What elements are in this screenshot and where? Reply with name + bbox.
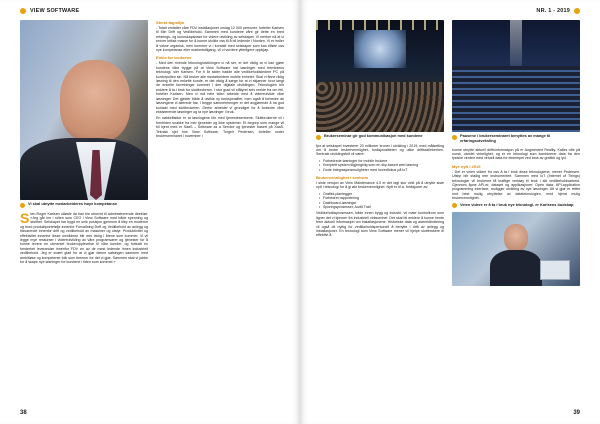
caption-text: Pausene i brukerseminaret benyttes av mange til erfaringsutveksling: [460, 133, 551, 143]
bullet-list-features: [316, 192, 444, 210]
list-item: • Komplett system tilgjengelig som en sky-basert web løsning: [320, 163, 444, 167]
stage-lights: [316, 20, 444, 30]
caption-text: Veien videre er å ta i bruk nye teknologi, er Karlsens budskap: [460, 201, 574, 207]
right-page-number: 39: [573, 410, 580, 416]
seminar-hall-photo: [452, 20, 580, 132]
list-item: • Sporingsprosesser, Audit Trail: [320, 205, 444, 209]
body-paragraph: - Totalt omfatter våre FDV installasjoner omlag 12 000 personer, forteller Karlsen til Min Drift og Vedlikehold. Sammen med kundene våre gir dette en bred erfarings- og kunnskapsbase for videre utvikling av selskapet. Vi merker nå at vi erover kritisk masse for å kunne utvikle oss til å bli ledende i Norden. Vi er heller å vokse organisk, men kommer vi i kontakt med selskaper som kan tilføre oss nye kompetanse eller markedstilgang, vil vi vurdere ytterligere oppkjøp.: [156, 26, 284, 53]
left-columns: [20, 20, 284, 406]
speaker-photo-caption: [452, 203, 580, 209]
stage-screen: [354, 30, 405, 68]
laptop: [540, 260, 570, 280]
speaker-head: [504, 224, 528, 252]
ceo-photo-caption: [20, 202, 148, 208]
body-paragraph: I siste versjon av View Maintenance 4.0 er det lagt stor vekt på å utnytte siste nytt i teknologi for å gi økt brukervennlighet. Nytt er bl.a. funksjoner av:: [316, 180, 444, 190]
subheading-enkle: Enkle for brukerne: [156, 55, 192, 61]
list-item: • Dashboard-løsninger: [320, 201, 444, 205]
caption-text: Brukerseminar gir god kommunikasjon med kundene: [324, 133, 423, 138]
subheading-brukervennlighet: Brukervennlighet i sentrum: [316, 174, 369, 180]
portrait-head: [60, 60, 130, 142]
speaker-photo: [452, 212, 580, 286]
left-page-number: 38: [20, 410, 27, 416]
section-dot-icon: [574, 8, 580, 14]
body-paragraph: En nøkkelfaktor er at løsningene blir med tjenestesentrene. Sluttbrukerne vil i fremtiden snakke fra mer tjenester og ikke systemer. Et begrep som mange vil bli kjent med er SaaS – Software as a Service og tjenester basert på XaaS. Teknisk sjef hos View Software, Torgeir Pedersen, forteller under brukerseminaret i november i: [156, 116, 284, 138]
section-dot-icon: [20, 8, 26, 14]
caption-bullet-icon: [452, 135, 457, 140]
right-column-1: [316, 20, 444, 406]
bullet-list-development: [316, 159, 444, 172]
right-column-2: [452, 20, 580, 406]
caption-bullet-icon: [20, 203, 25, 208]
caption-bullet-icon: [452, 203, 457, 208]
list-item: • Grafisk planlegger: [320, 192, 444, 196]
intro-paragraph: Sten-Roger Karlsen utløste da han ble utnevnt til administrerende direktør: «Jeg går inn i rollen som CEO i View Software med både spenning og stolthet. Selskapet har bygd en unik posisjon gjennom å tilby en moderne og bred produktportefølje innenfor Forvaltning Drift og Vedlikehold av anlegg og tilsvarende innenfor drift og vedlikehold av maskiner og utstyr. Produktivitet og effektivitet innenfor disse områdene blir mer viktig i årene som kommer. Vi vil legge mye ressurser i videreutvikling av våre programvarer og tjenester for å kunne levere en utmerket brukeropplevelse til våre kunder, og fortsatt en forsterket leverandør innenfor FDV en av de mest ledende innen industrielt vedlikehold. Jeg er svært glad for at vi gjør denne satsingen sammen med ambitiøse og kompetente folk som brenner for det vi gjør. Sammen skal vi jobbe for å skape nye løsninger for kundene i tiden som kommer.»: [20, 209, 148, 264]
left-column-2: [156, 20, 284, 406]
list-item: • Gode integrasjonsmuligheter med hovedfokus på IoT: [320, 168, 444, 172]
caption-bullet-icon: [316, 135, 321, 140]
body-paragraph: - Det er veien videre for oss å ta i bruk disse teknologiene, mener Pedersen. Utstyr blir stadig mer instrumentert. Sammen med IoT (Internet of Things) teknologier vil brukerne få kraftige verktøy til bruk i sitt vedlikeholdsarbeid. Gjennom åpne API-er, dataset og applikasjoner: Open data, API-application programming interface, muligger utvikling av nye løsninger. Alt vi gjør er rettet mot best mulig utnyttelse av datateknologien, med hjerat mulig brukervennlighet.: [452, 169, 580, 201]
right-page: [300, 0, 600, 424]
hall-seat-rows: [452, 66, 580, 132]
right-running-head: [316, 8, 580, 14]
body-paragraph: fjor at selskapet investerer 20 millioner kroner i utvikling i 2019, med målsetting om å bedre brukervennlighet, funksjonaliteten og ulike driftsskilekerhen. Sentrale utviklingsfelt vil være:: [316, 143, 444, 157]
list-item: • Forbedrede løsninger for mobile brukere: [320, 159, 444, 163]
left-running-head: [20, 8, 284, 14]
body-paragraph: Vedlikeholdsprosessen, både innen bygg og industri, vil mate kontrollrom som ligner det vi kjenner fra industriell virksomhet. Det skal bli enklere å kunne hente frem aktuell informasjon om installasjonene. Historiske data og alarmhåndtering vil også bli nyttig for vedlikeholdspersonell å benytte i drift av anlegg og installasjoner. En teknologi som View Software mener vil hjelpe sluttbrukere til effektivt å: [316, 211, 444, 238]
hall-photo-caption: [452, 134, 580, 144]
caption-text: Vi skal utnytte medarbeideres høye kompetanse: [28, 201, 118, 206]
seminar-stage-photo: [316, 20, 444, 132]
audience-crowd: [316, 82, 444, 132]
ceo-portrait-photo: [20, 20, 148, 200]
running-head-label: VIEW SOFTWARE: [30, 8, 80, 14]
right-columns: [316, 20, 580, 406]
body-paragraph: kunne utnytte aktuell driftsinformasjon på er Augmented Reality. Kalles ofte på norsk, utvidet virkelighet, og er en teknologi som kombinerer data fra den fysiske verden med virtuell data for eksempel ved bruk av grafikk og lyd.: [452, 147, 580, 161]
speaker-body: [490, 250, 542, 286]
issue-label: NR. 1 - 2019: [536, 8, 570, 14]
body-paragraph: - Med den rivende teknologiutviklingen vi nå ser, er det viktig at vi kan gjøre kundene våre trygge på at View Software har løsninger med fremtidens teknologi, sier Karlsen. For ti år siden hadde alle vedlikeholdsledere PC på kontorpulten sin. Nå bruker alle medarbeidere mobile enheter. Skal vi finne riktig løsning til den enkelte kunde, er det viktig å sørge for at vi skjønner hvor langt de enkelte forretninger kommet i den digitale utviklingen. Teknologien blir enklere å ta i bruk for sluttbrukeren. I stor grad vil ståtyret selv melde fra om feil, forteller Karlsen. Men vi må hele tiden arbeide med å videreutvikle våre løsninger. Det gjelder både å utvikle ny funksjonalitet, men også å forbedre de løsningene vi allerede har. I begge sammenhenger er det avgjørende å ha god kontakt med sluttbrukeren. Derfor arbeider vi grundiget for å forbedre våre eksisterende løsninger og ta nye løsninger i bruk.: [156, 61, 284, 114]
left-column-1: [20, 20, 148, 406]
list-item: • Forbedret rapportering: [320, 196, 444, 200]
subheading-mye-nytt: Mye nytt i 2019: [452, 163, 481, 169]
subheading-fagmiljo: Sterkt fagmiljø: [156, 20, 184, 25]
stage-photo-caption: [316, 134, 444, 140]
